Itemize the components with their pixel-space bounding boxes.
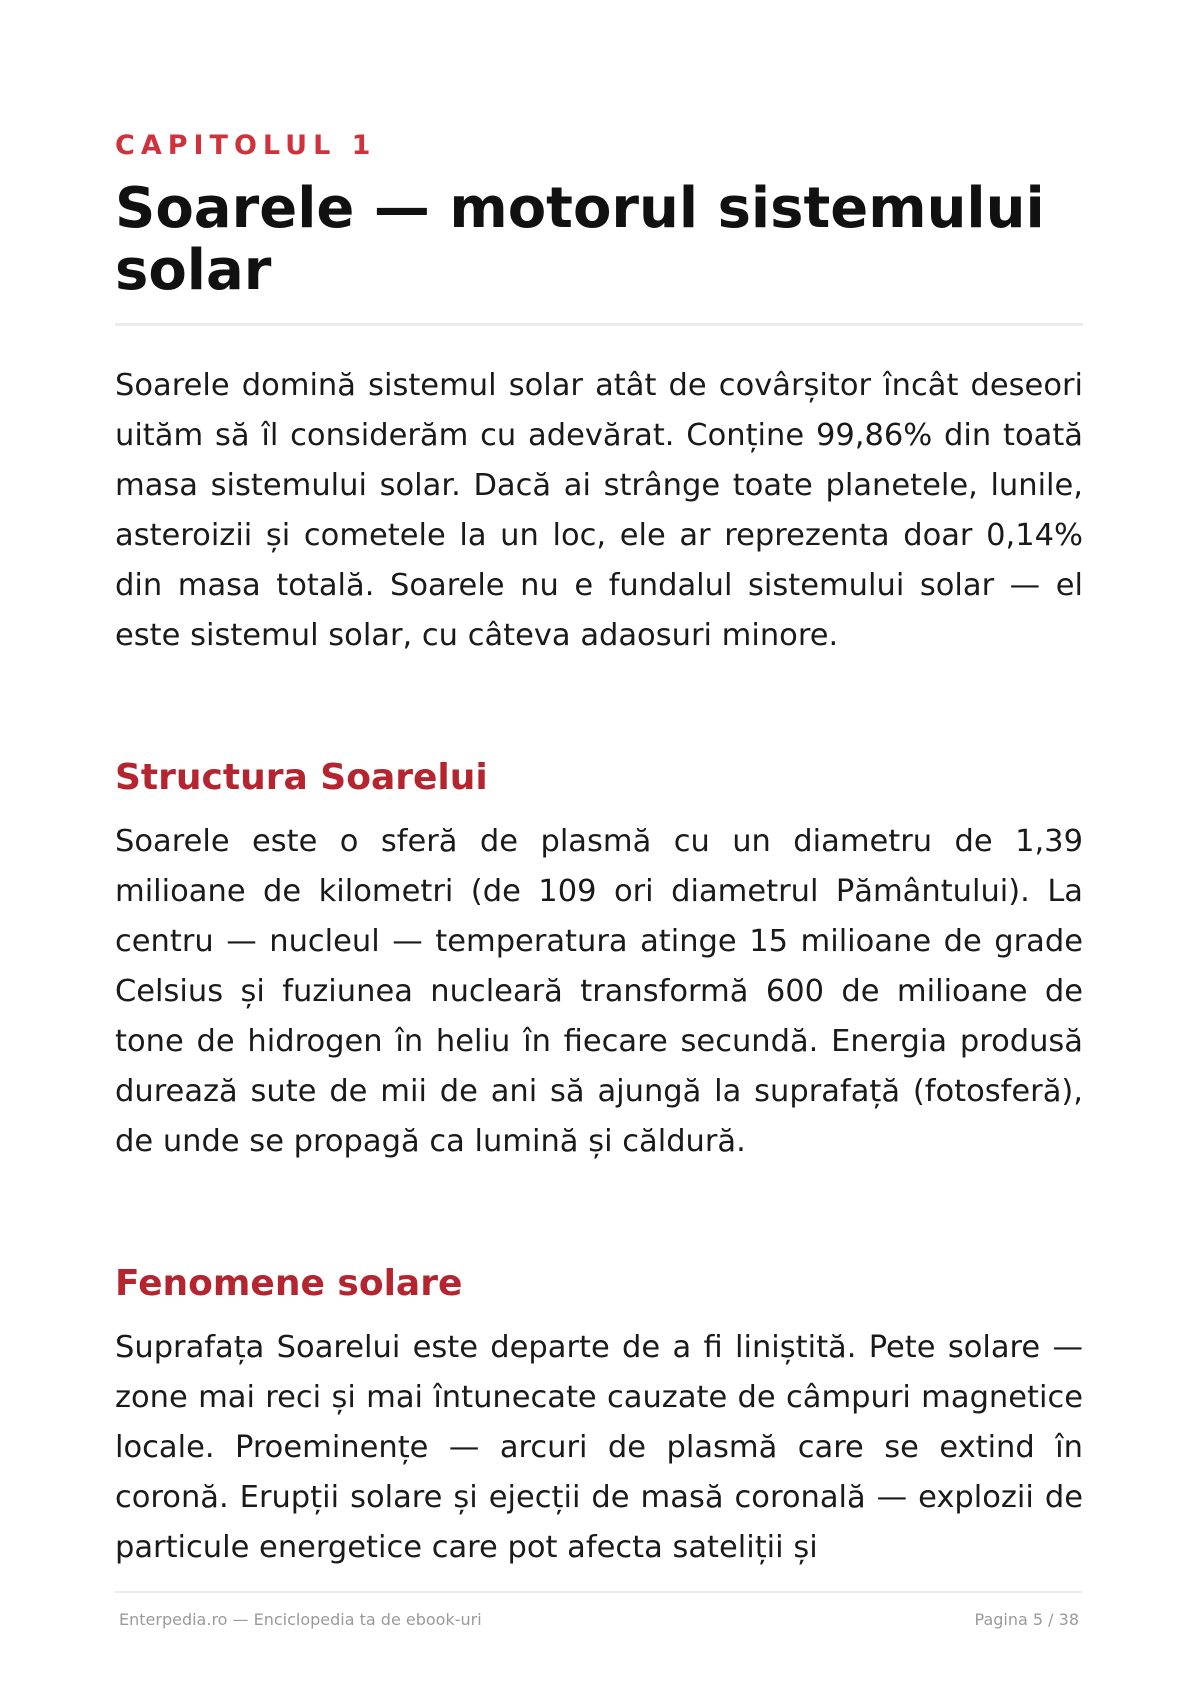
chapter-title: Soarele — motorul sistemului solar [115, 176, 1045, 303]
section-paragraph-phenomena: Suprafața Soarelui este departe de a fi liniștită. Pete solare — zone mai reci și mai întunecate cauzate de câmpuri magnetice locale. Proeminențe — arcuri de plasmă care se extind în coronă. Erupții solare și ejecții de masă coronală — explozii de particule energetice care pot afecta sateliții și [115, 1330, 1083, 1565]
section-paragraph-structure: Soarele este o sferă de plasmă cu un diametru de 1,39 milioane de kilometri (de 109 ori diametrul Pământului). La centru — nucleul — temperatura atinge 15 milioane de grade Celsius și fuziunea nucleară transformă 600 de milioane de tone de hidrogen în heliu în fiecare secundă. Energia produsă durează sute de mii de ani să ajungă la suprafață (fotosferă), de unde se propagă ca lumină și căldură. [115, 824, 1083, 1159]
footer-page-number: Pagina 5 / 38 [974, 1610, 1079, 1629]
footer-divider [115, 1591, 1083, 1593]
section-heading-phenomena: Fenomene solare [115, 1263, 463, 1304]
intro-paragraph: Soarele domină sistemul solar atât de covârșitor încât deseori uităm să îl considerăm cu adevărat. Conține 99,86% din toată masa sistemului solar. Dacă ai strânge toate planetele, lunile, asteroizii și cometele la un loc, ele ar reprezenta doar 0,14% din masa totală. Soarele nu e fundalul sistemului solar — el este sistemul solar, cu câteva adaosuri minore. [115, 368, 1083, 653]
chapter-label: CAPITOLUL 1 [115, 130, 377, 161]
ebook-page [115, 0, 1083, 1683]
footer-site-credit: Enterpedia.ro — Enciclopedia ta de ebook-uri [119, 1610, 482, 1629]
title-divider [115, 323, 1083, 326]
section-heading-structure: Structura Soarelui [115, 757, 488, 798]
